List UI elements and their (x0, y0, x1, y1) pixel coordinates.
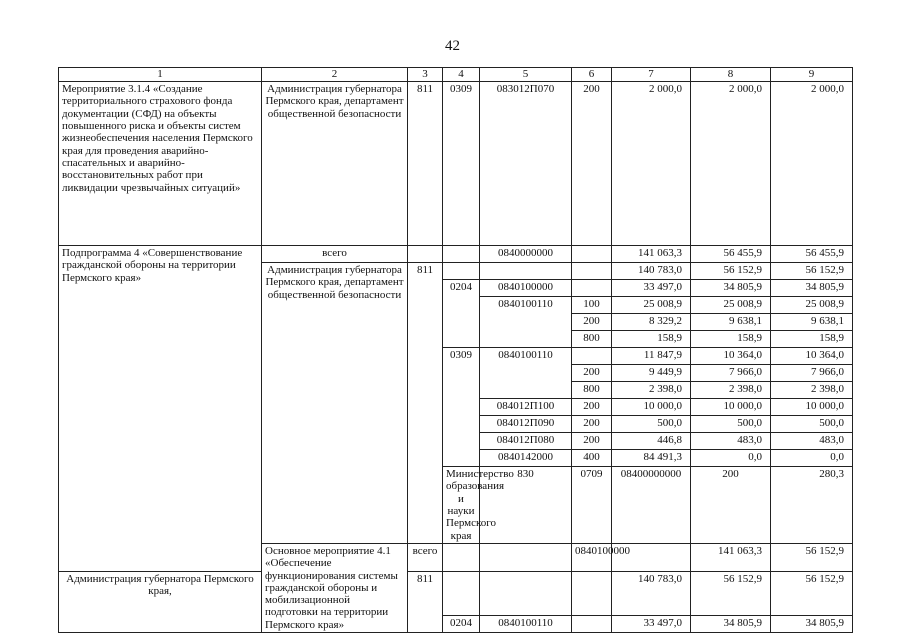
value-cell: 158,9 (771, 331, 853, 348)
header-cell: 6 (572, 68, 612, 82)
value-cell: 56 152,9 (691, 263, 771, 280)
header-cell: 5 (480, 68, 572, 82)
code-cell: 0840142000 (480, 450, 572, 467)
value-cell: 25 008,9 (612, 297, 691, 314)
value-cell: 446,8 (612, 433, 691, 450)
value-cell: 141 063,3 (612, 246, 691, 263)
table-row (59, 82, 853, 246)
table-row (59, 571, 853, 616)
value-cell: 33 497,0 (612, 280, 691, 297)
value-cell: 2 000,0 (771, 82, 853, 246)
code-cell (443, 246, 480, 263)
table-row (59, 246, 853, 263)
value-cell: 483,0 (691, 433, 771, 450)
code-cell (480, 571, 572, 616)
value-cell: 10 000,0 (612, 399, 691, 416)
code-cell: 800 (572, 331, 612, 348)
value-cell: 140 783,0 (612, 263, 691, 280)
code-cell (443, 263, 480, 280)
code-cell: 084012П090 (480, 416, 572, 433)
code-cell: 084012П080 (480, 433, 572, 450)
program-name-cell: Основное мероприятие 4.1 «Обеспечение функционирования системы гражданской обороны и мобилизационной подготовки на территории Пермского края» (262, 543, 408, 632)
code-cell: 083012П070 (480, 82, 572, 246)
code-cell: 08400000000 (612, 467, 691, 544)
code-cell: 811 (408, 571, 443, 633)
value-cell: 140 783,0 (612, 571, 691, 616)
code-cell: 084012П100 (480, 399, 572, 416)
code-cell (572, 571, 612, 616)
admin-cell: Администрация губернатора Пермского края, (59, 571, 262, 633)
value-cell: 158,9 (691, 331, 771, 348)
header-row (59, 68, 853, 82)
code-cell: 811 (408, 263, 443, 544)
value-cell: 500,0 (691, 416, 771, 433)
code-cell: 0204 (443, 616, 480, 633)
value-cell: 2 000,0 (612, 82, 691, 246)
code-cell: 830 (480, 467, 572, 544)
value-cell: 56 152,9 (771, 263, 853, 280)
admin-cell: Администрация губернатора Пермского края, департамент общественной безопасности (262, 82, 408, 246)
code-cell: 0840100110 (480, 348, 572, 399)
value-cell: 2 398,0 (612, 382, 691, 399)
code-cell: 800 (572, 382, 612, 399)
header-cell: 8 (691, 68, 771, 82)
code-cell (572, 280, 612, 297)
code-cell: 0709 (572, 467, 612, 544)
code-cell: 0840100000 (572, 543, 612, 571)
value-cell: 33 497,0 (612, 616, 691, 633)
value-cell: 34 805,9 (691, 280, 771, 297)
admin-cell: Администрация губернатора Пермского края, департамент общественной безопасности (262, 263, 408, 544)
code-cell (572, 616, 612, 633)
value-cell: 10 000,0 (691, 399, 771, 416)
value-cell: 56 152,9 (771, 543, 853, 571)
value-cell: 9 638,1 (691, 314, 771, 331)
code-cell (443, 571, 480, 616)
value-cell: 0,0 (691, 450, 771, 467)
header-cell: 2 (262, 68, 408, 82)
value-cell: 500,0 (612, 416, 691, 433)
program-name-cell: Подпрограмма 4 «Совершенствование гражданской обороны на территории Пермского края» (59, 246, 262, 572)
code-cell: 0309 (443, 348, 480, 467)
value-cell: 34 805,9 (691, 616, 771, 633)
code-cell: 0840000000 (480, 246, 572, 263)
value-cell: 56 152,9 (771, 571, 853, 616)
code-cell: 200 (572, 365, 612, 382)
value-cell: 7 966,0 (691, 365, 771, 382)
code-cell (572, 246, 612, 263)
value-cell: 9 638,1 (771, 314, 853, 331)
value-cell: 2 000,0 (691, 82, 771, 246)
code-cell (408, 246, 443, 263)
code-cell: 100 (572, 297, 612, 314)
code-cell (572, 263, 612, 280)
value-cell: 10 000,0 (771, 399, 853, 416)
code-cell: 0840100110 (480, 297, 572, 348)
code-cell: 811 (408, 82, 443, 246)
code-cell: 200 (691, 467, 771, 544)
code-cell: 200 (572, 433, 612, 450)
total-label-cell: всего (408, 543, 443, 571)
header-cell: 4 (443, 68, 480, 82)
header-cell: 9 (771, 68, 853, 82)
value-cell: 56 455,9 (691, 246, 771, 263)
value-cell: 84 491,3 (612, 450, 691, 467)
ministry-cell: Министерство образования и науки Пермского края (443, 467, 480, 544)
value-cell: 141 063,3 (691, 543, 771, 571)
value-cell: 11 847,9 (612, 348, 691, 365)
total-label-cell: всего (262, 246, 408, 263)
code-cell: 200 (572, 82, 612, 246)
value-cell: 0,0 (771, 450, 853, 467)
code-cell: 400 (572, 450, 612, 467)
value-cell: 500,0 (771, 416, 853, 433)
value-cell: 158,9 (612, 331, 691, 348)
value-cell: 8 329,2 (612, 314, 691, 331)
value-cell: 56 455,9 (771, 246, 853, 263)
program-name-cell: Мероприятие 3.1.4 «Создание территориального страхового фонда документации (СФД) на объекты повышенного риска и объекты систем жизнеобеспечения населения Пермского края для проведения аварийно-спасательных и аварийно-восстановительных работ при ликвидации чрезвычайных ситуаций» (59, 82, 262, 246)
code-cell: 200 (572, 399, 612, 416)
value-cell: 7 966,0 (771, 365, 853, 382)
header-cell: 7 (612, 68, 691, 82)
budget-table (58, 67, 853, 633)
code-cell: 200 (572, 314, 612, 331)
page-number: 42 (445, 38, 460, 54)
value-cell: 10 364,0 (691, 348, 771, 365)
value-cell: 56 152,9 (691, 571, 771, 616)
code-cell: 0840100110 (480, 616, 572, 633)
code-cell: 0309 (443, 82, 480, 246)
code-cell (443, 543, 480, 571)
code-cell: 200 (572, 416, 612, 433)
code-cell (572, 348, 612, 365)
value-cell: 9 449,9 (612, 365, 691, 382)
value-cell: 10 364,0 (771, 348, 853, 365)
header-cell: 1 (59, 68, 262, 82)
code-cell (480, 263, 572, 280)
code-cell (480, 543, 572, 571)
value-cell: 280,3 (771, 467, 853, 544)
value-cell: 25 008,9 (771, 297, 853, 314)
value-cell: 34 805,9 (771, 616, 853, 633)
header-cell: 3 (408, 68, 443, 82)
value-cell: 2 398,0 (691, 382, 771, 399)
value-cell: 34 805,9 (771, 280, 853, 297)
value-cell: 25 008,9 (691, 297, 771, 314)
value-cell: 483,0 (771, 433, 853, 450)
code-cell: 0840100000 (480, 280, 572, 297)
code-cell: 0204 (443, 280, 480, 348)
value-cell: 2 398,0 (771, 382, 853, 399)
